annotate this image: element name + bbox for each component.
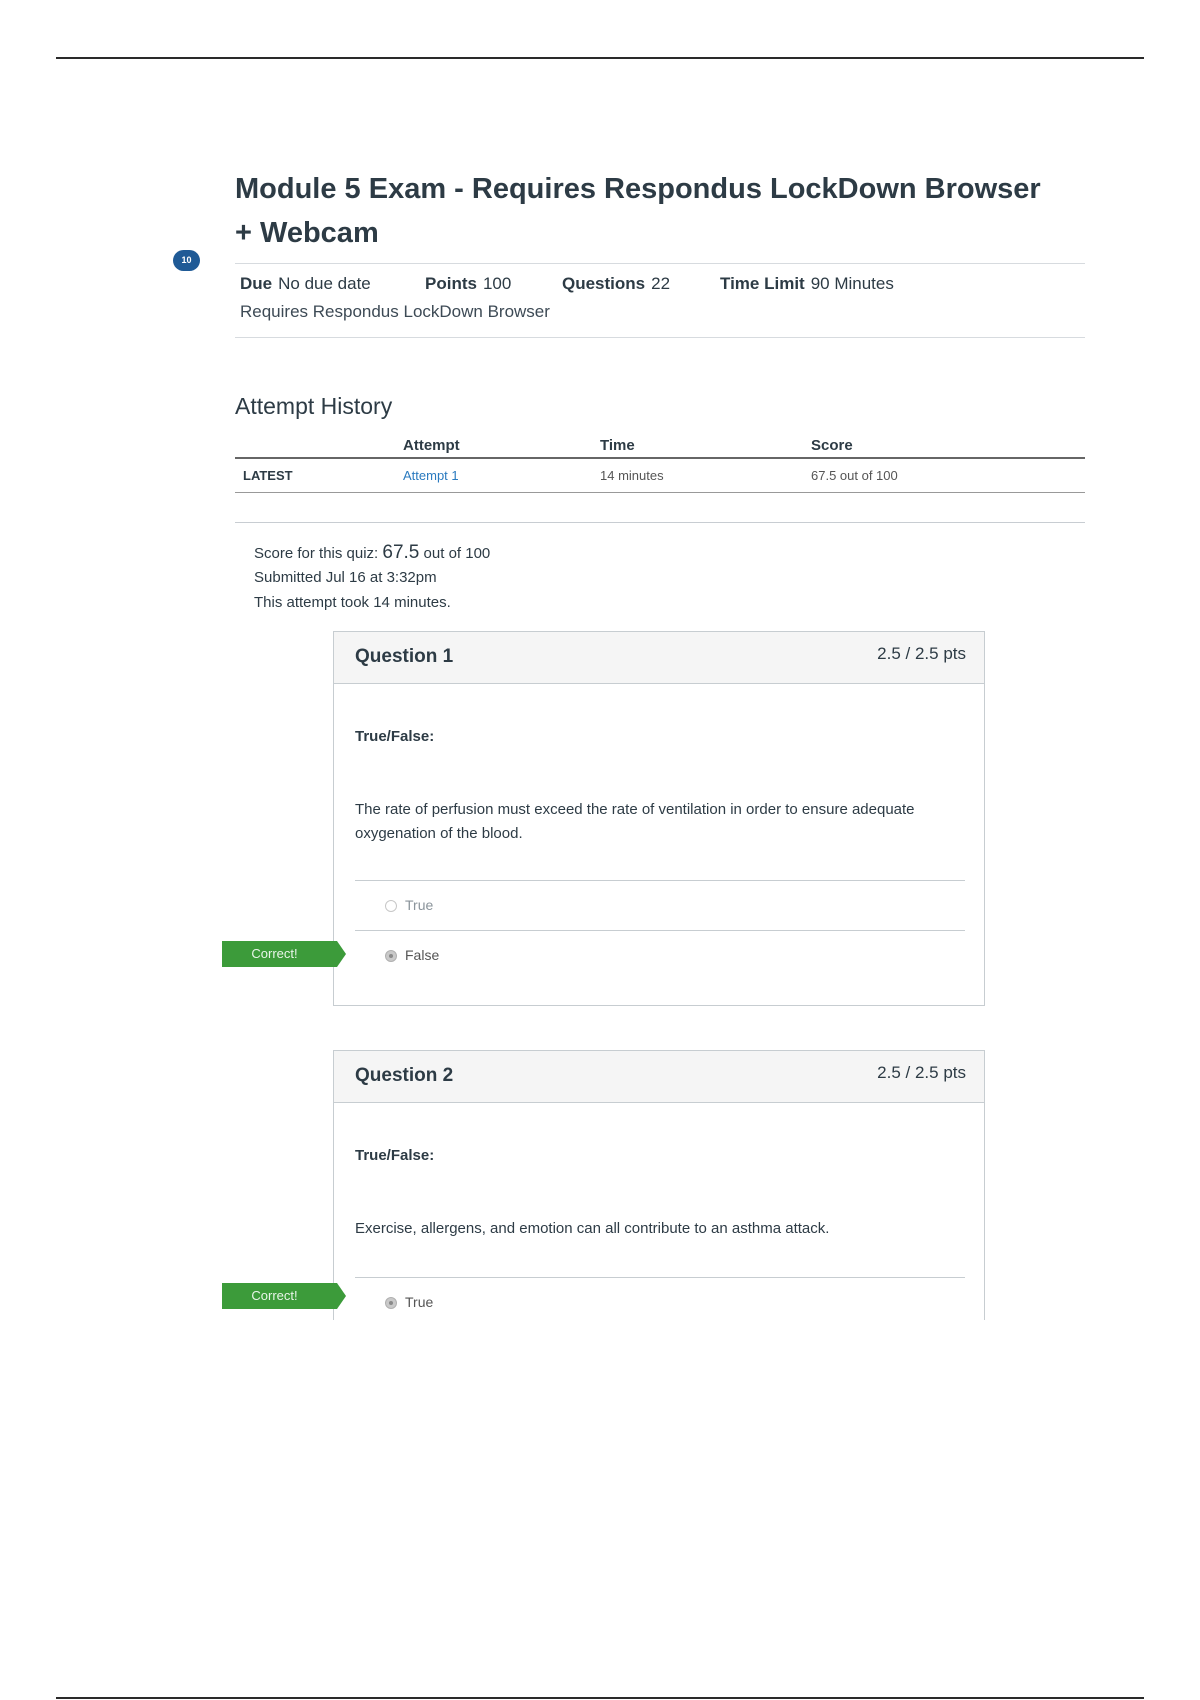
- column-header-attempt: Attempt: [403, 437, 460, 454]
- meta-questions: [562, 274, 670, 294]
- attempt-link[interactable]: Attempt 1: [403, 468, 459, 483]
- quiz-result: [254, 540, 490, 615]
- question-text: Exercise, allergens, and emotion can all contribute to an asthma attack.: [355, 1220, 830, 1237]
- meta-due: [240, 274, 371, 294]
- answer-label: True: [405, 1294, 434, 1310]
- score-line: [254, 540, 490, 565]
- question-points: 2.5 / 2.5 pts: [877, 1063, 966, 1082]
- radio-selected[interactable]: [385, 950, 397, 962]
- score-suffix: out of 100: [423, 545, 491, 562]
- column-header-time: Time: [600, 437, 635, 454]
- latest-tag: LATEST: [243, 468, 293, 483]
- meta-points: [425, 274, 511, 294]
- column-header-score: Score: [811, 437, 853, 454]
- table-header: [235, 437, 1085, 459]
- points-value: 100: [482, 274, 512, 293]
- attempt-history-heading: Attempt History: [235, 393, 393, 419]
- section-divider: [235, 522, 1085, 523]
- answer-label: False: [405, 947, 440, 963]
- question-card-2: [333, 1050, 985, 1320]
- score-prefix: Score for this quiz:: [254, 545, 379, 562]
- table-row: [235, 459, 1085, 493]
- question-text: The rate of perfusion must exceed the rate of ventilation in order to ensure adequate oxygenation of the blood.: [355, 801, 915, 842]
- question-header: [334, 632, 984, 684]
- time-limit-label: Time Limit: [720, 274, 805, 293]
- bottom-divider: [56, 1697, 1144, 1699]
- top-divider: [56, 57, 1144, 59]
- time-limit-value: 90 Minutes: [810, 274, 894, 293]
- answer-option-false[interactable]: [355, 930, 965, 980]
- question-title: Question 1: [355, 646, 454, 667]
- notification-badge[interactable]: 10: [173, 250, 200, 271]
- questions-value: 22: [651, 274, 671, 293]
- radio-selected[interactable]: [385, 1297, 397, 1309]
- quiz-title: Module 5 Exam - Requires Respondus LockDown Browser + Webcam: [235, 173, 1041, 249]
- question-type: True/False:: [355, 1147, 435, 1164]
- answer-label: True: [405, 897, 434, 913]
- question-points: 2.5 / 2.5 pts: [877, 644, 966, 663]
- correct-flag: Correct!: [222, 1283, 337, 1309]
- question-title: Question 2: [355, 1065, 454, 1086]
- score-value: 67.5: [382, 542, 420, 563]
- points-label: Points: [425, 274, 477, 293]
- answer-option-true[interactable]: [355, 1277, 965, 1327]
- duration-line: This attempt took 14 minutes.: [254, 594, 451, 611]
- attempt-time: 14 minutes: [600, 468, 664, 483]
- correct-flag: Correct!: [222, 941, 337, 967]
- quiz-meta: [235, 263, 1085, 338]
- quiz-screenshot: [165, 160, 1100, 1320]
- attempt-score: 67.5 out of 100: [811, 468, 898, 483]
- questions-label: Questions: [562, 274, 646, 293]
- answer-option-true[interactable]: [355, 880, 965, 930]
- radio-unselected[interactable]: [385, 900, 397, 912]
- question-header: [334, 1051, 984, 1103]
- question-type: True/False:: [355, 728, 435, 745]
- lockdown-note: Requires Respondus LockDown Browser: [240, 302, 550, 321]
- due-value: No due date: [278, 274, 371, 293]
- meta-time-limit: [720, 274, 894, 294]
- question-card-1: [333, 631, 985, 1006]
- due-label: Due: [240, 274, 273, 293]
- submitted-line: Submitted Jul 16 at 3:32pm: [254, 569, 437, 586]
